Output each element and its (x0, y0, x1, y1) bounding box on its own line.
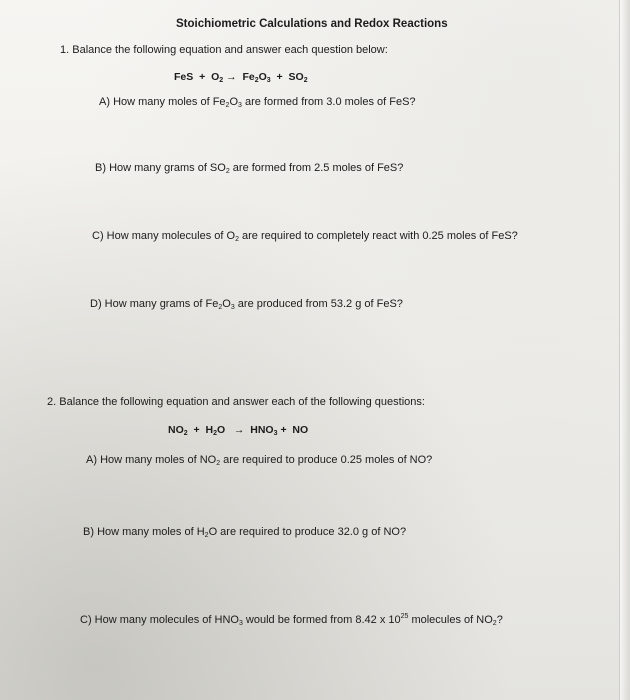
q2-part-c: C) How many molecules of $HNO_3$ would be formed from 8.42 x $10^{25}$ molecules of $NO_2$? (80, 613, 503, 627)
arrow-icon: → (226, 71, 237, 83)
q2-prompt-text: Balance the following equation and answer each of the following questions: (59, 396, 425, 408)
q1-prompt-text: Balance the following equation and answer each question below: (72, 44, 388, 56)
arrow-icon: → (233, 424, 245, 436)
q1-part-a: A) How many moles of $Fe_2O_3$ are formed from 3.0 moles of FeS? (99, 96, 416, 109)
q2-part-a: A) How many moles of $NO_2$ are required to produce 0.25 moles of NO? (86, 454, 433, 467)
page-edge (619, 0, 630, 700)
q1-part-b: B) How many grams of $SO_2$ are formed from 2.5 moles of FeS? (95, 162, 404, 175)
q1-prompt (60, 44, 388, 56)
q1-part-c: C) How many molecules of $O_2$ are required to completely react with 0.25 moles of FeS? (92, 230, 518, 243)
worksheet-title: Stoichiometric Calculations and Redox Reactions (176, 18, 448, 30)
q2-prompt (47, 396, 425, 408)
q2-equation: $NO_2 + H_2O$ → $HNO_3$ + NO (168, 424, 309, 437)
q2-part-b: B) How many moles of $H_2O$ are required to produce 32.0 g of NO? (83, 526, 407, 539)
q1-equation: FeS + $O_2 \to Fe_2O_3 + SO_2$ (174, 71, 308, 84)
q1-part-d: D) How many grams of $Fe_2O_3$ are produced from 53.2 g of FeS? (90, 298, 403, 311)
q1-number: 1. (60, 44, 70, 56)
q2-number: 2. (47, 396, 57, 408)
